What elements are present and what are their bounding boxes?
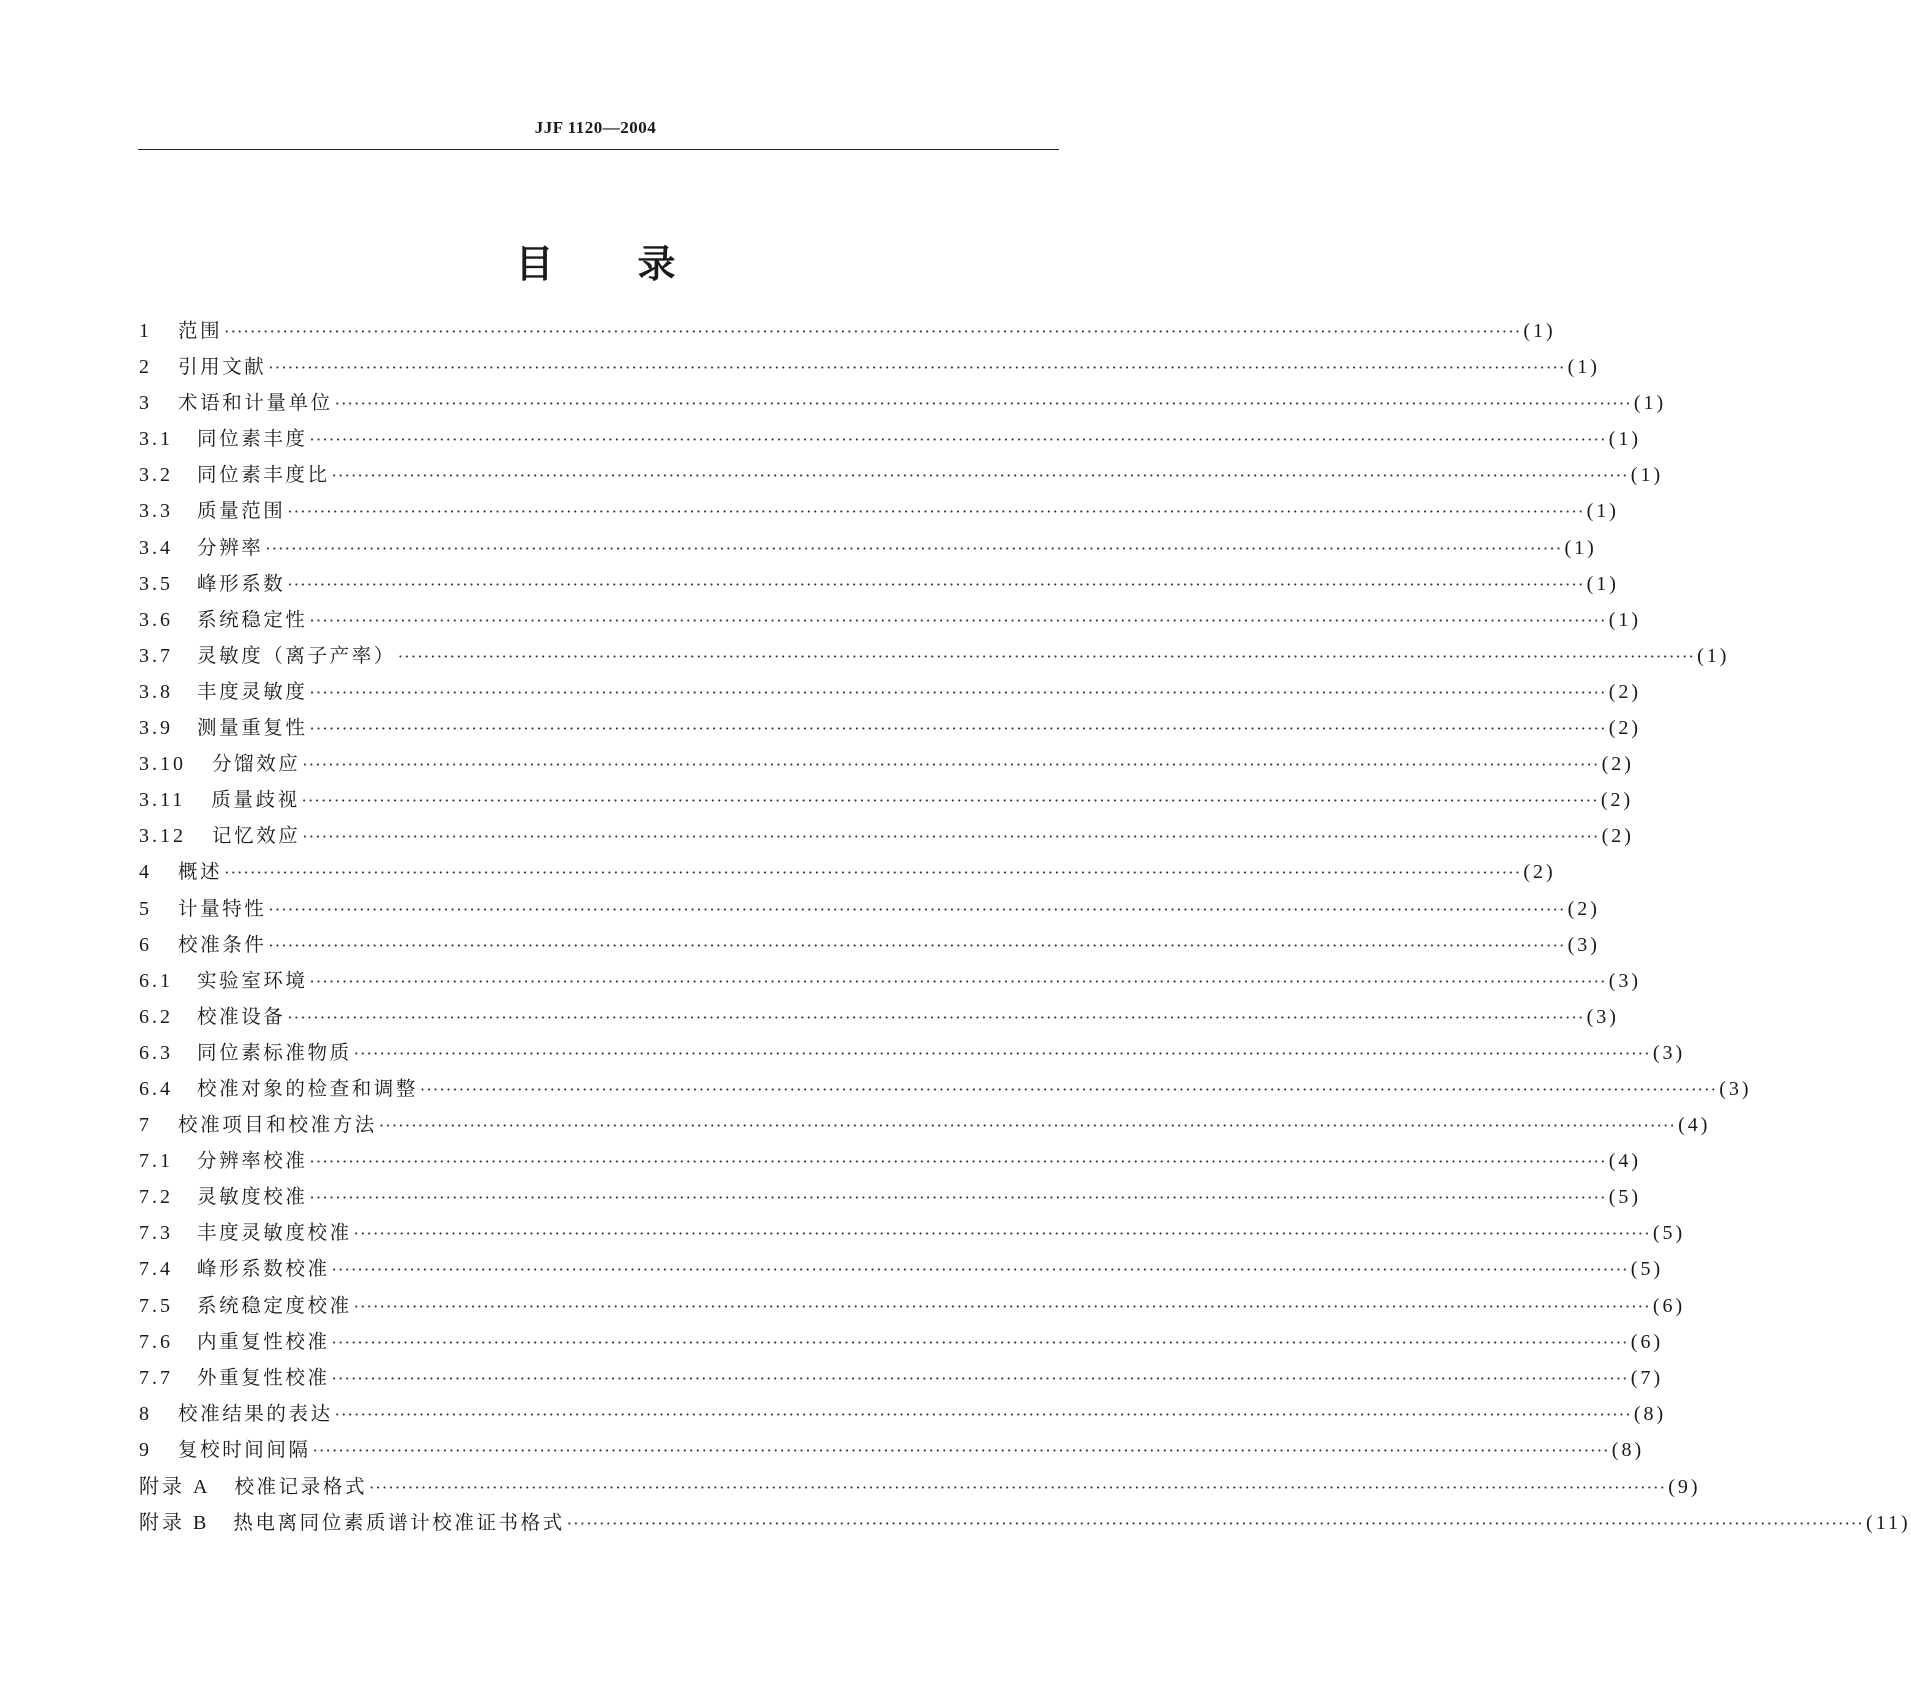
table-of-contents [139, 315, 1911, 1542]
toc-entry-number: 3.1 [139, 428, 173, 451]
toc-entry-title: 测量重复性 [197, 716, 308, 740]
toc-leader-dots: ········································································································································································································ [331, 1368, 1629, 1388]
toc-entry-number: 2 [139, 356, 152, 379]
toc-entry-number: 7.3 [139, 1222, 173, 1245]
toc-leader-dots: ········································································································································································································ [268, 935, 1566, 955]
toc-entry-page: (8) [1633, 1402, 1667, 1425]
toc-entry-number: 3.10 [139, 753, 186, 776]
toc-entry-page: (1) [1564, 536, 1597, 559]
toc-leader-dots: ········································································································································································································ [309, 1188, 1607, 1208]
toc-entry-page: (1) [1608, 428, 1642, 451]
toc-entry-number: 3.2 [139, 464, 173, 487]
toc-entry-title: 实验室环境 [197, 968, 308, 992]
toc-entry[interactable] [139, 1434, 1645, 1470]
toc-entry-number: 3.4 [139, 536, 173, 559]
toc-entry[interactable] [139, 748, 1634, 784]
toc-leader-dots: ········································································································································································································ [309, 1152, 1607, 1172]
toc-leader-dots: ········································································································································································································ [224, 322, 1522, 341]
toc-entry-title: 分辨率 [197, 535, 264, 559]
toc-entry-title: 丰度灵敏度校准 [197, 1221, 352, 1245]
toc-entry[interactable] [139, 459, 1664, 495]
toc-entry-number: 6.1 [139, 969, 173, 992]
toc-entry[interactable] [139, 495, 1619, 531]
toc-leader-dots: ········································································································································································································ [334, 1404, 1632, 1424]
toc-leader-dots: ········································································································································································································ [268, 358, 1566, 378]
toc-entry-number: 3.12 [139, 825, 186, 848]
toc-entry-page: (8) [1611, 1438, 1645, 1461]
toc-entry[interactable] [139, 1145, 1642, 1181]
toc-entry-number: 7.2 [139, 1186, 173, 1209]
toc-leader-dots: ········································································································································································································ [302, 827, 1600, 847]
toc-entry-number: 3 [139, 392, 152, 415]
toc-entry-page: (1) [1586, 500, 1619, 523]
toc-entry-title: 校准设备 [197, 1004, 286, 1028]
toc-entry[interactable] [139, 712, 1642, 748]
toc-entry-page: (3) [1608, 969, 1642, 992]
toc-entry-page: (6) [1652, 1294, 1686, 1317]
toc-entry-page: (5) [1608, 1186, 1642, 1209]
toc-entry[interactable] [139, 315, 1556, 351]
toc-entry[interactable] [139, 1398, 1667, 1434]
toc-entry-title: 丰度灵敏度 [197, 679, 308, 703]
toc-entry[interactable] [139, 1109, 1711, 1145]
toc-entry-page: (2) [1600, 789, 1634, 812]
toc-entry-number: 6.2 [139, 1005, 173, 1028]
toc-entry-number: 3.3 [139, 500, 173, 523]
toc-entry[interactable] [139, 387, 1667, 423]
toc-entry[interactable] [139, 1326, 1664, 1362]
toc-entry-number: 7.6 [139, 1330, 173, 1353]
toc-entry-number: 7.1 [139, 1150, 173, 1173]
document-code: JJF 1120—2004 [534, 118, 657, 137]
toc-entry-number: 1 [139, 320, 152, 342]
toc-entry[interactable] [139, 1470, 1701, 1506]
toc-entry-title: 记忆效应 [212, 824, 301, 848]
toc-entry-page: (5) [1630, 1258, 1664, 1281]
toc-entry-title: 同位素标准物质 [197, 1040, 352, 1064]
toc-entry[interactable] [139, 1362, 1664, 1398]
toc-leader-dots: ········································································································································································································ [397, 646, 1696, 666]
toc-leader-dots: ········································································································································································································ [353, 1296, 1651, 1316]
header-rule [138, 149, 1059, 150]
toc-entry-number: 6.3 [139, 1041, 173, 1064]
toc-entry[interactable] [139, 1037, 1686, 1073]
toc-entry-page: (7) [1630, 1366, 1664, 1389]
toc-entry-page: (4) [1608, 1150, 1642, 1173]
toc-entry-number: 6 [139, 933, 152, 956]
toc-entry-number: 3.8 [139, 680, 173, 703]
toc-entry[interactable] [139, 929, 1600, 965]
toc-entry-page: (11) [1866, 1512, 1911, 1535]
toc-entry-title: 分馏效应 [212, 752, 301, 776]
toc-leader-dots: ········································································································································································································ [309, 971, 1607, 991]
toc-entry-number: 3.6 [139, 608, 173, 631]
toc-entry-title: 计量特性 [178, 896, 267, 920]
toc-leader-dots: ········································································································································································································ [353, 1224, 1651, 1244]
toc-entry-page: (3) [1652, 1041, 1686, 1064]
toc-entry[interactable] [139, 1001, 1619, 1037]
toc-entry-number: 3.11 [139, 789, 186, 812]
toc-leader-dots: ········································································································································································································ [265, 538, 1563, 558]
toc-entry[interactable] [139, 1290, 1686, 1326]
toc-entry[interactable] [139, 640, 1730, 676]
toc-leader-dots: ········································································································································································································ [309, 682, 1607, 702]
toc-entry-number: 附录 A [139, 1476, 211, 1498]
toc-leader-dots: ········································································································································································································ [378, 1116, 1677, 1136]
toc-entry-page: (2) [1601, 753, 1634, 776]
toc-entry-page: (1) [1567, 356, 1600, 379]
toc-entry-title: 质量范围 [197, 499, 286, 523]
toc-leader-dots: ········································································································································································································ [301, 791, 1599, 811]
toc-entry-title: 内重复性校准 [197, 1329, 330, 1353]
toc-entry-number: 3.5 [139, 572, 173, 595]
toc-entry-title: 校准对象的检查和调整 [197, 1076, 419, 1100]
toc-entry-number: 9 [139, 1438, 152, 1461]
toc-entry[interactable] [139, 820, 1634, 856]
toc-entry-number: 7.5 [139, 1294, 173, 1317]
toc-entry-page: (2) [1601, 825, 1634, 848]
toc-leader-dots: ········································································································································································································ [309, 430, 1607, 450]
toc-entry-page: (1) [1586, 572, 1619, 595]
toc-entry[interactable] [139, 1506, 1911, 1542]
toc-entry[interactable] [139, 1253, 1664, 1289]
toc-entry-page: (2) [1608, 717, 1642, 740]
toc-leader-dots: ········································································································································································································ [566, 1514, 1865, 1534]
toc-entry-number: 3.7 [139, 644, 173, 667]
toc-entry-title: 热电离同位素质谱计校准证书格式 [233, 1511, 565, 1535]
toc-entry[interactable] [139, 856, 1556, 892]
toc-entry-page: (2) [1567, 897, 1600, 920]
toc-entry-number: 附录 B [139, 1512, 210, 1535]
toc-entry[interactable] [139, 568, 1619, 604]
toc-entry-number: 4 [139, 861, 152, 884]
toc-leader-dots: ········································································································································································································ [302, 755, 1600, 775]
toc-leader-dots: ········································································································································································································ [334, 394, 1632, 414]
toc-title: 目录 [515, 242, 760, 286]
toc-entry-page: (3) [1567, 933, 1600, 956]
toc-entry-number: 7 [139, 1114, 152, 1137]
toc-entry-title: 峰形系数校准 [197, 1257, 330, 1281]
toc-entry-page: (6) [1630, 1330, 1664, 1353]
toc-entry-title: 引用文献 [178, 355, 267, 379]
toc-leader-dots: ········································································································································································································ [331, 466, 1629, 486]
toc-entry-title: 复校时间间隔 [178, 1437, 311, 1461]
toc-leader-dots: ········································································································································································································ [312, 1440, 1610, 1460]
toc-entry[interactable] [139, 532, 1597, 568]
toc-entry-page: (1) [1608, 608, 1642, 631]
toc-entry-page: (1) [1633, 392, 1667, 415]
toc-leader-dots: ········································································································································································································ [331, 1260, 1629, 1280]
toc-entry-number: 8 [139, 1402, 152, 1425]
toc-entry-number: 6.4 [139, 1077, 173, 1100]
toc-entry-title: 概述 [178, 860, 223, 884]
toc-entry-page: (1) [1630, 464, 1664, 487]
toc-entry-title: 系统稳定性 [197, 607, 308, 631]
toc-entry-title: 校准项目和校准方法 [178, 1113, 377, 1137]
toc-entry-number: 7.7 [139, 1366, 173, 1389]
toc-entry-title: 同位素丰度 [197, 427, 308, 451]
toc-entry-page: (1) [1697, 644, 1730, 667]
toc-entry-page: (1) [1523, 320, 1556, 342]
toc-leader-dots: ········································································································································································································ [287, 502, 1585, 522]
toc-entry-title: 系统稳定度校准 [197, 1293, 352, 1317]
toc-entry[interactable] [139, 1073, 1752, 1109]
toc-entry-title: 术语和计量单位 [178, 391, 333, 415]
toc-leader-dots: ········································································································································································································ [331, 1332, 1629, 1352]
toc-entry[interactable] [139, 604, 1642, 640]
toc-entry-title: 校准结果的表达 [178, 1401, 333, 1425]
toc-entry-page: (9) [1668, 1476, 1701, 1498]
toc-entry-title: 外重复性校准 [197, 1365, 330, 1389]
toc-entry[interactable] [139, 676, 1642, 712]
toc-entry-title: 校准条件 [178, 932, 267, 956]
toc-entry[interactable] [139, 1181, 1642, 1217]
toc-entry-page: (2) [1608, 680, 1642, 703]
toc-leader-dots: ········································································································································································································ [369, 1478, 1667, 1497]
toc-entry-page: (5) [1652, 1222, 1686, 1245]
toc-leader-dots: ········································································································································································································ [309, 719, 1607, 739]
toc-leader-dots: ········································································································································································································ [268, 899, 1566, 919]
toc-entry-page: (2) [1523, 861, 1556, 884]
toc-entry-title: 灵敏度校准 [197, 1185, 308, 1209]
toc-entry-title: 峰形系数 [197, 571, 286, 595]
toc-entry[interactable] [139, 784, 1634, 820]
toc-entry-title: 校准记录格式 [234, 1475, 368, 1498]
toc-entry-title: 分辨率校准 [197, 1149, 308, 1173]
toc-entry[interactable] [139, 1217, 1686, 1253]
toc-entry-number: 3.9 [139, 717, 173, 740]
toc-entry-page: (4) [1678, 1114, 1711, 1137]
toc-entry-page: (3) [1719, 1077, 1752, 1100]
toc-entry[interactable] [139, 893, 1600, 929]
toc-entry-title: 范围 [178, 319, 223, 342]
toc-leader-dots: ········································································································································································································ [224, 863, 1522, 883]
toc-entry-title: 灵敏度（离子产率） [197, 643, 396, 667]
toc-leader-dots: ········································································································································································································ [420, 1079, 1718, 1099]
toc-entry[interactable] [139, 351, 1600, 387]
toc-leader-dots: ········································································································································································································ [287, 574, 1585, 594]
toc-entry-title: 同位素丰度比 [197, 463, 330, 487]
toc-entry-number: 5 [139, 897, 152, 920]
toc-leader-dots: ········································································································································································································ [353, 1043, 1651, 1063]
toc-leader-dots: ········································································································································································································ [287, 1007, 1585, 1027]
toc-entry[interactable] [139, 423, 1642, 459]
toc-entry-page: (3) [1586, 1005, 1619, 1028]
toc-leader-dots: ········································································································································································································ [309, 610, 1607, 630]
toc-entry-number: 7.4 [139, 1258, 173, 1281]
toc-entry[interactable] [139, 965, 1642, 1001]
toc-entry-title: 质量歧视 [211, 788, 300, 812]
